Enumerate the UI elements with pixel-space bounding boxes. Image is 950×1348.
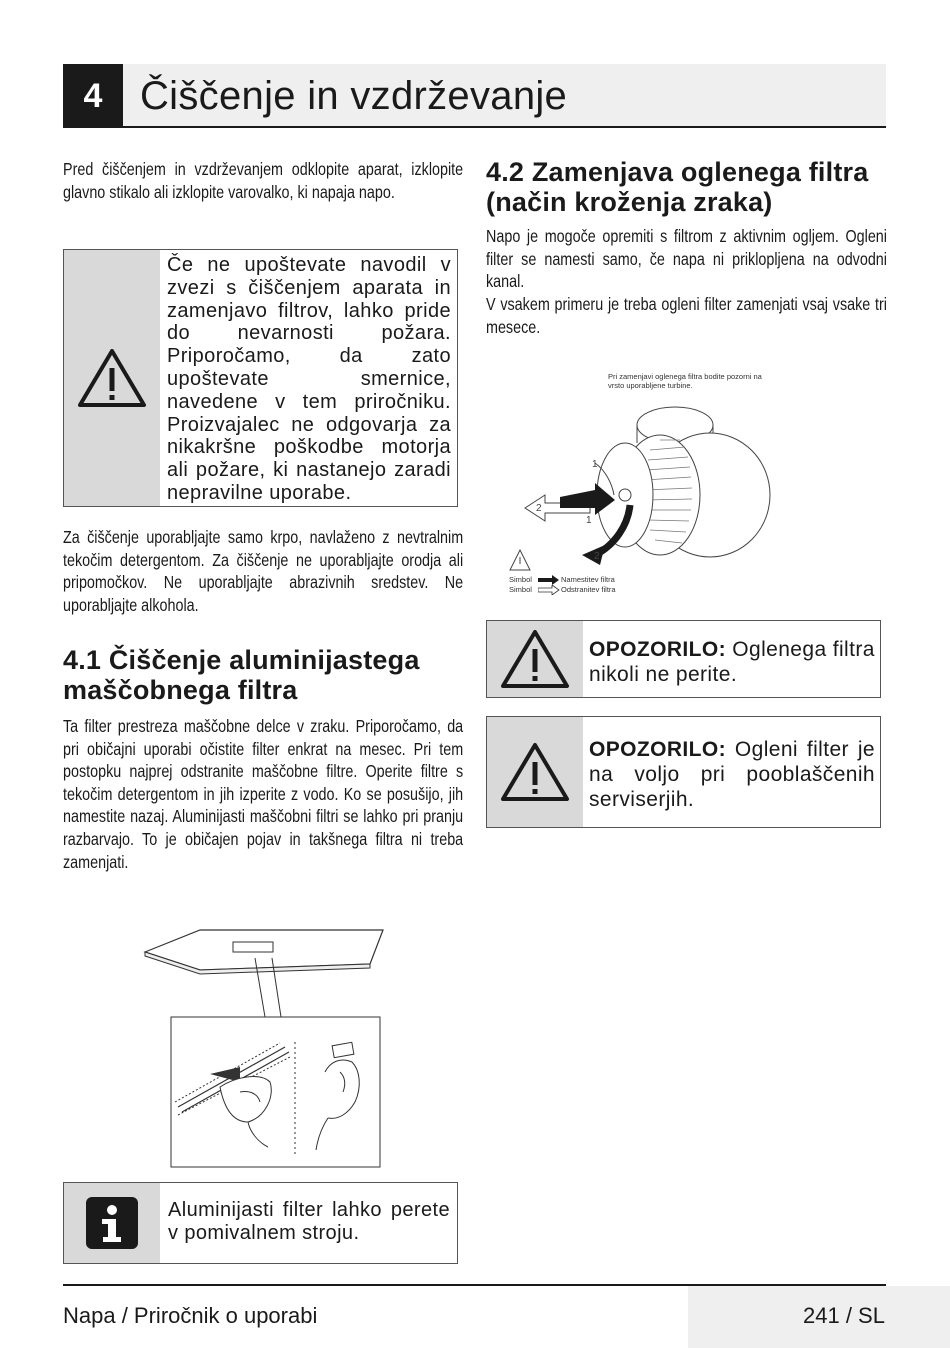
cleaning-paragraph: Za čiščenje uporabljajte samo krpo, navlaženo z nevtralnim tekočim detergentom. Za čiščenje ne uporabljajte orodja ali pripomočkov. Ne uporabljajte abrazivnih sredstev. Ne uporabljajte alkohola. bbox=[63, 527, 464, 615]
fire-warning-text: Če ne upoštevate navodil v zvezi s čiščenjem aparata in zamenjavo filtrov, lahko pride do nevarnosti požara. Priporočamo, da zato upoštevate smernice, navedene v tem priročniku. Proizvajalec ne odgovarja za nikakršne poškodbe motorja ali požare, ki nastanejo zaradi nepravilne uporabe. bbox=[167, 254, 451, 504]
diagram-label-1a: 1 bbox=[592, 459, 598, 470]
section-4-1-title-line2: maščobnega filtra bbox=[63, 675, 298, 705]
section-4-1-title-line1: 4.1 Čiščenje aluminijastega bbox=[63, 645, 420, 675]
warning-1-label: OPOZORILO: bbox=[589, 638, 726, 661]
diagram-caption-line1: Pri zamenjavi oglenega filtra bodite pozorni na bbox=[608, 372, 762, 381]
warning-2-text: Ogleni filter je na voljo pri pooblaščenih serviserjih. bbox=[589, 738, 875, 811]
diagram-caption-line2: vrsto uporabljene turbine. bbox=[608, 381, 693, 390]
diagram-label-1b: 1 bbox=[586, 515, 592, 526]
info-box bbox=[63, 1182, 458, 1264]
legend-install-text: Namestitev filtra bbox=[561, 575, 615, 584]
info-icon bbox=[84, 1195, 140, 1251]
warning-icon-cell-1 bbox=[487, 621, 583, 697]
grease-filter-illustration bbox=[140, 922, 390, 1172]
warning-1-text: Oglenega filtra nikoli ne perite. bbox=[589, 638, 875, 686]
section-4-1-title bbox=[63, 645, 420, 705]
charcoal-filter-diagram bbox=[500, 395, 790, 575]
diagram-label-2a: 2 bbox=[536, 503, 542, 514]
section-4-1-paragraph: Ta filter prestreza maščobne delce v zraku. Priporočamo, da pri običajni uporabi očistite filter enkrat na mesec. Pri tem postopku najprej odstranite maščobne filtre. Operite filtre s tekočim detergentom in jih izperite z vodo. Ko se posušijo, jih namestite nazaj. Aluminijasti maščobni filtri se lahko pri pranju razbarvajo. To je običajen pojav in takšnega filtra ni treba zamenjati. bbox=[63, 716, 464, 872]
section-4-2-paragraph-2: V vsakem primeru je treba ogleni filter zamenjati vsaj vsake tri mesece. bbox=[486, 294, 887, 337]
warning-icon-cell-2 bbox=[487, 717, 583, 827]
section-4-2-title bbox=[486, 157, 868, 217]
info-icon-cell bbox=[64, 1183, 160, 1263]
warning-triangle-icon bbox=[77, 347, 147, 409]
charcoal-warning-box-2 bbox=[486, 716, 881, 828]
header-rule bbox=[63, 126, 886, 128]
section-4-2-title-line2: (način kroženja zraka) bbox=[486, 187, 773, 217]
intro-paragraph: Pred čiščenjem in vzdrževanjem odklopite aparat, izklopite glavno stikalo ali izklopite varovalko, ki napaja napo. bbox=[63, 159, 464, 202]
section-4-2-paragraph-1: Napo je mogoče opremiti s filtrom z aktivnim ogljem. Ogleni filter se namesti samo, če napa ni priklopljena na odvodni kanal. bbox=[486, 226, 887, 292]
warning-2-label: OPOZORILO: bbox=[589, 738, 726, 761]
charcoal-warning-box-1 bbox=[486, 620, 881, 698]
warning-triangle-icon bbox=[500, 741, 570, 803]
legend-remove-text: Odstranitev filtra bbox=[561, 585, 616, 594]
warning-icon-cell bbox=[64, 250, 160, 506]
info-box-text: Aluminijasti filter lahko perete v pomivalnem stroju. bbox=[168, 1199, 450, 1244]
footer-page-number: 241 / SL bbox=[803, 1303, 885, 1328]
section-4-2-title-line1: 4.2 Zamenjava oglenega filtra bbox=[486, 157, 869, 187]
legend-symbol-1: Simbol bbox=[509, 575, 532, 584]
chapter-title: Čiščenje in vzdrževanje bbox=[140, 74, 568, 118]
footer-document-title: Napa / Priročnik o uporabi bbox=[63, 1303, 318, 1328]
warning-triangle-icon bbox=[500, 628, 570, 690]
chapter-number: 4 bbox=[63, 64, 123, 128]
legend-install-arrow-icon bbox=[538, 575, 560, 585]
diagram-label-2b: 2 bbox=[594, 551, 600, 562]
legend-symbol-2: Simbol bbox=[509, 585, 532, 594]
legend-remove-arrow-icon bbox=[538, 585, 560, 595]
fire-warning-box bbox=[63, 249, 458, 507]
